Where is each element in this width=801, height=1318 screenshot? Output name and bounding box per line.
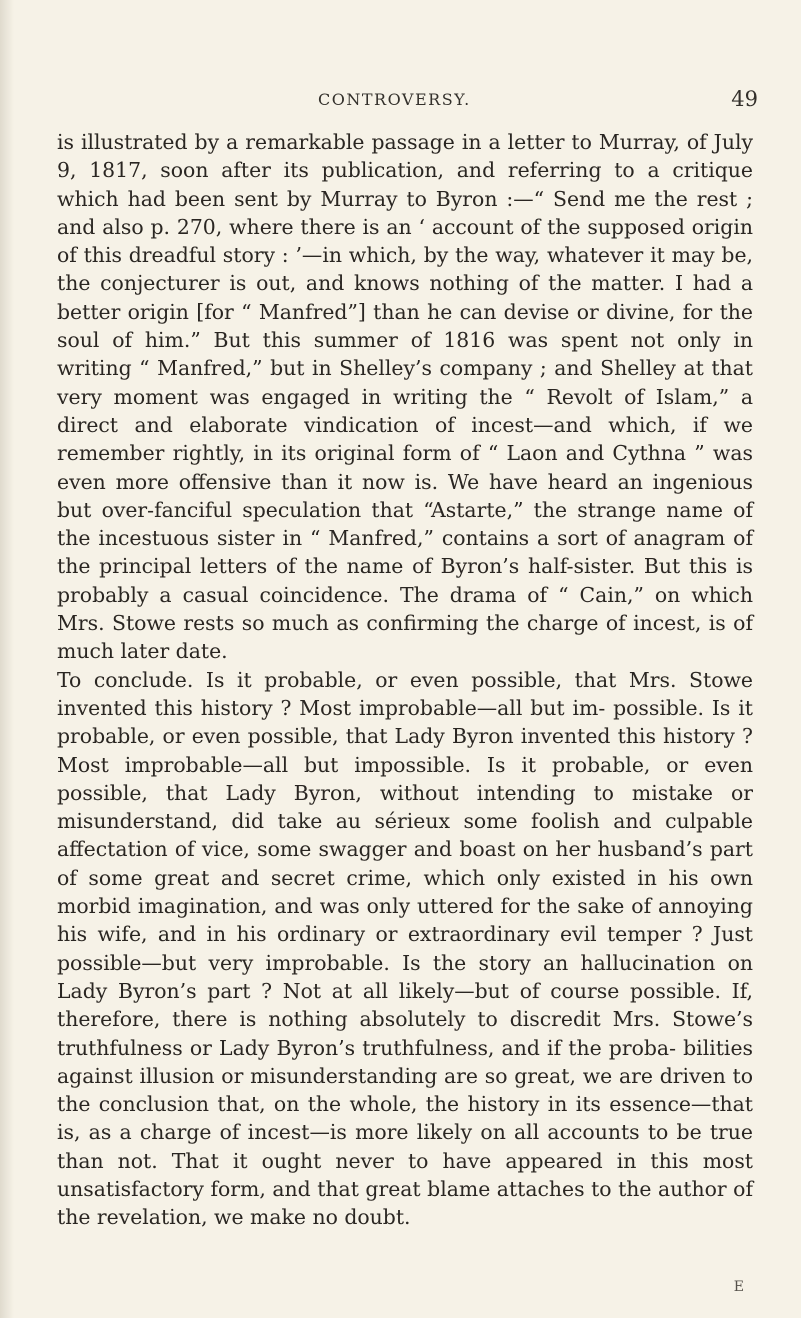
signature-mark: E bbox=[733, 1279, 744, 1295]
gutter-shadow bbox=[0, 0, 14, 1318]
running-head: CONTROVERSY. bbox=[318, 90, 471, 109]
body-text bbox=[57, 128, 753, 1232]
page-number: 49 bbox=[731, 87, 758, 111]
paragraph-2: To conclude. Is it probable, or even possible, that Mrs. Stowe invented this history ? Most improbable—all but im- possible. Is it probable, or even possible, that Lady Byron invented this history ? Most improbable—all but impossible. Is it probable, or even possible, that Lady Byron, without intending to mistake or misunderstand, did take au sérieux some foolish and culpable affectation of vice, some swagger and boast on her husband’s part of some great and secret crime, which only existed in his own morbid imagination, and was only uttered for the sake of annoying his wife, and in his ordinary or extraordinary evil temper ? Just possible—but very improbable. Is the story an hallucination on Lady Byron’s part ? Not at all likely—but of course possible. If, therefore, there is nothing absolutely to discredit Mrs. Stowe’s truthfulness or Lady Byron’s truthfulness, and if the proba- bilities against illusion or misunderstanding are so great, we are driven to the conclusion that, on the whole, the history in its essence—that is, as a charge of incest—is more likely on all accounts to be true than not. That it ought never to have appeared in this most unsatisfactory form, and that great blame attaches to the author of the revelation, we make no doubt. bbox=[57, 667, 753, 1230]
paragraph-1: is illustrated by a remarkable passage in a letter to Murray, of July 9, 1817, soon after its publication, and referring to a critique which had been sent by Murray to Byron :—“ Send me the rest ; and also p. 270, where there is an ‘ account of the supposed origin of this dreadful story : ’—in which, by the way, whatever it may be, the conjecturer is out, and knows nothing of the matter. I had a better origin [for “ Manfred”] than he can devise or divine, for the soul of him.” But this summer of 1816 was spent not only in writing “ Manfred,” but in Shelley’s company ; and Shelley at that very moment was engaged in writing the “ Revolt of Islam,” a direct and elaborate vindication of incest—and which, if we remember rightly, in its original form of “ Laon and Cythna ” was even more offensive than it now is. We have heard an ingenious but over-fanciful speculation that “Astarte,” the strange name of the incestuous sister in “ Manfred,” contains a sort of anagram of the principal letters of the name of Byron’s half-sister. But this is probably a casual coincidence. The drama of “ Cain,” on which Mrs. Stowe rests so much as confirming the charge of incest, is of much later date. bbox=[57, 130, 753, 664]
